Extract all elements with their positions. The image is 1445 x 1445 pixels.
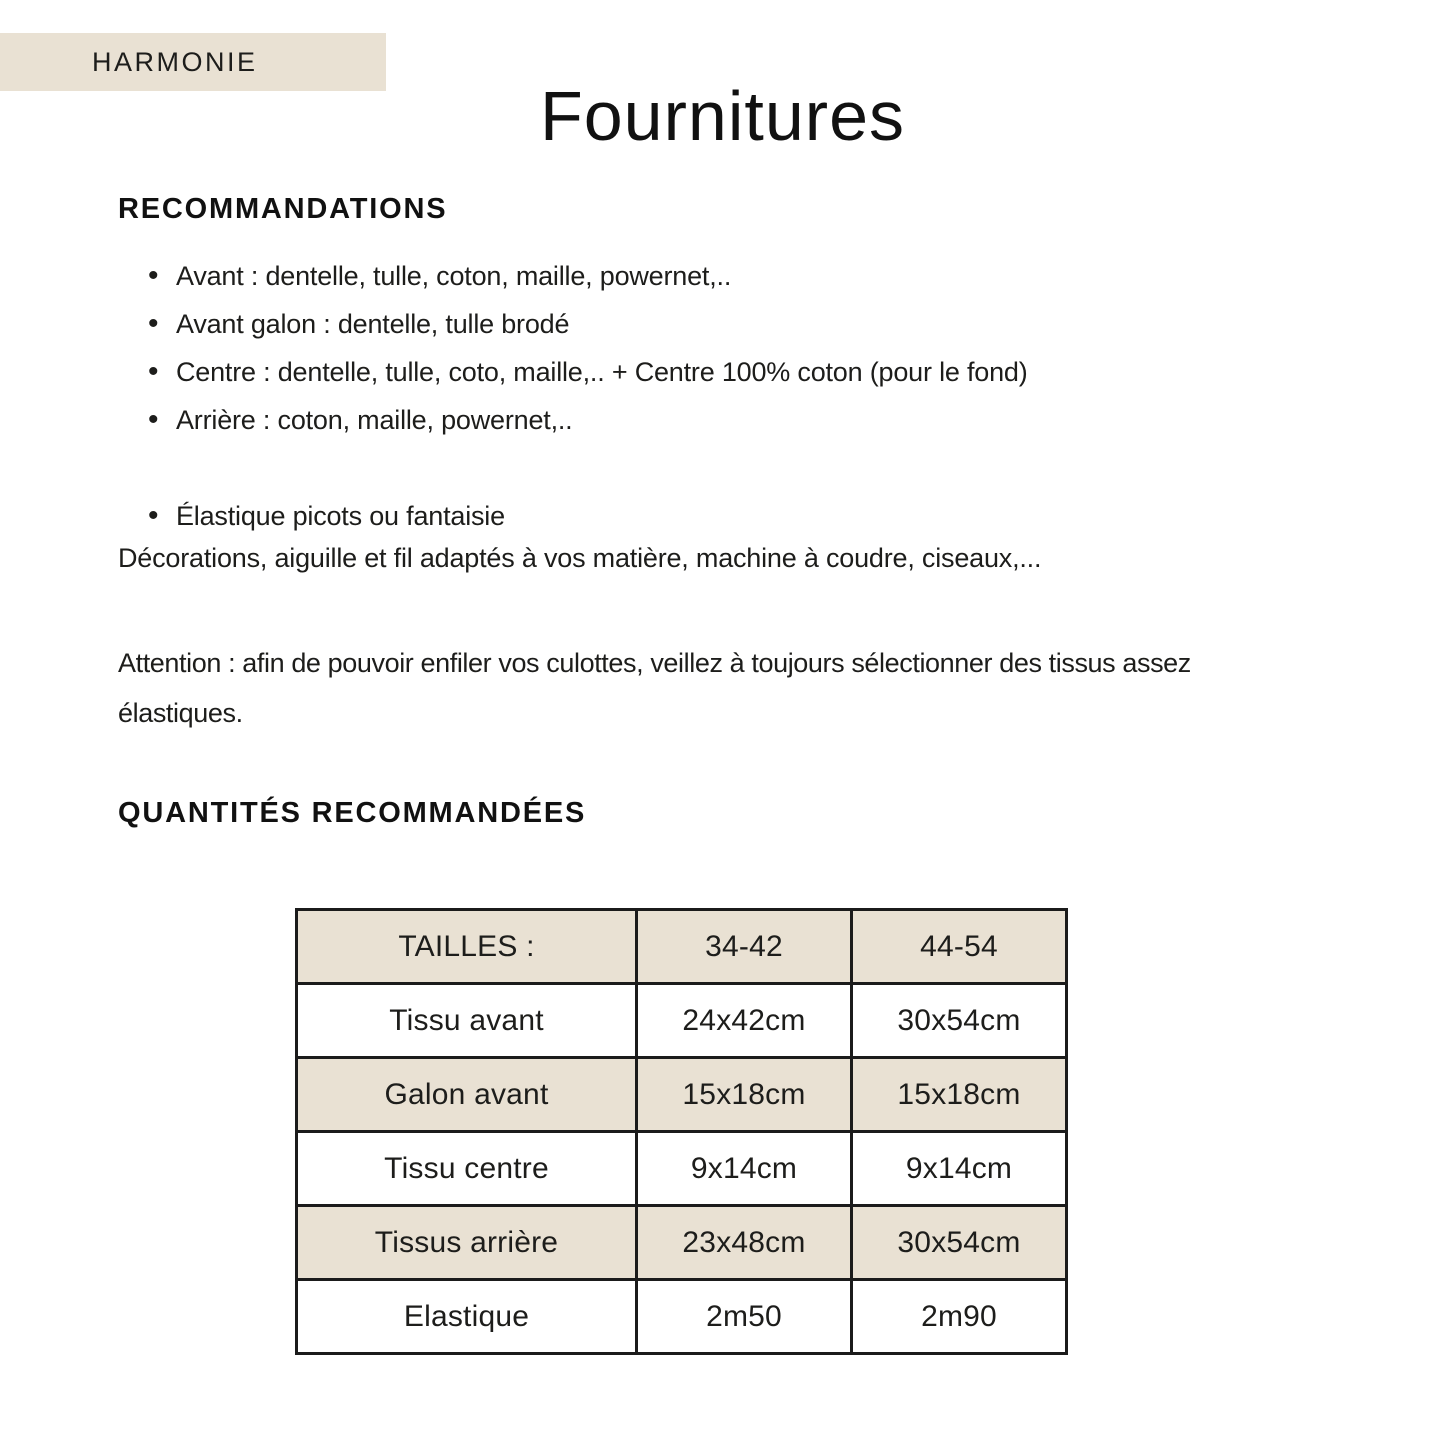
recommendations-heading: RECOMMANDATIONS [118,193,448,225]
warning-text [118,638,1408,738]
warning-line: élastiques. [118,698,243,728]
table-cell: 2m90 [852,1280,1067,1354]
table-cell: 2m50 [637,1280,852,1354]
table-header-row [297,910,1067,984]
note-text: Décorations, aiguille et fil adaptés à vos matière, machine à coudre, ciseaux,... [118,543,1042,573]
table-cell: Galon avant [297,1058,637,1132]
table-cell: 9x14cm [637,1132,852,1206]
table-cell: 30x54cm [852,1206,1067,1280]
table-cell: Tissu avant [297,984,637,1058]
quantities-table [295,908,1068,1355]
table-row [297,1058,1067,1132]
table-cell: 24x42cm [637,984,852,1058]
table-header-cell: 34-42 [637,910,852,984]
table-row [297,1280,1067,1354]
table-row [297,1132,1067,1206]
list-item: • Élastique picots ou fantaisie [118,492,505,540]
list-item: • Arrière : coton, maille, powernet,.. [118,396,1028,444]
table-cell: 23x48cm [637,1206,852,1280]
table-cell: 15x18cm [637,1058,852,1132]
page-title: Fournitures [539,77,906,155]
table-cell: 30x54cm [852,984,1067,1058]
list-item: • Centre : dentelle, tulle, coto, maille,.. + Centre 100% coton (pour le fond) [118,348,1028,396]
table-cell: Tissu centre [297,1132,637,1206]
list-item: • Avant : dentelle, tulle, coton, maille, powernet,.. [118,252,1028,300]
table-cell: Elastique [297,1280,637,1354]
brand-label: HARMONIE [92,46,258,77]
table-cell: 15x18cm [852,1058,1067,1132]
table-cell: Tissus arrière [297,1206,637,1280]
table-row [297,1206,1067,1280]
table-header-cell: TAILLES : [297,910,637,984]
quantities-heading: QUANTITÉS RECOMMANDÉES [118,797,587,829]
table-header-cell: 44-54 [852,910,1067,984]
list-item: • Avant galon : dentelle, tulle brodé [118,300,1028,348]
recommendations-list [118,252,1028,444]
table-row [297,984,1067,1058]
recommendations-list-secondary [118,492,505,540]
warning-line: Attention : afin de pouvoir enfiler vos culottes, veillez à toujours sélectionner des tissus assez [118,648,1191,678]
table-cell: 9x14cm [852,1132,1067,1206]
